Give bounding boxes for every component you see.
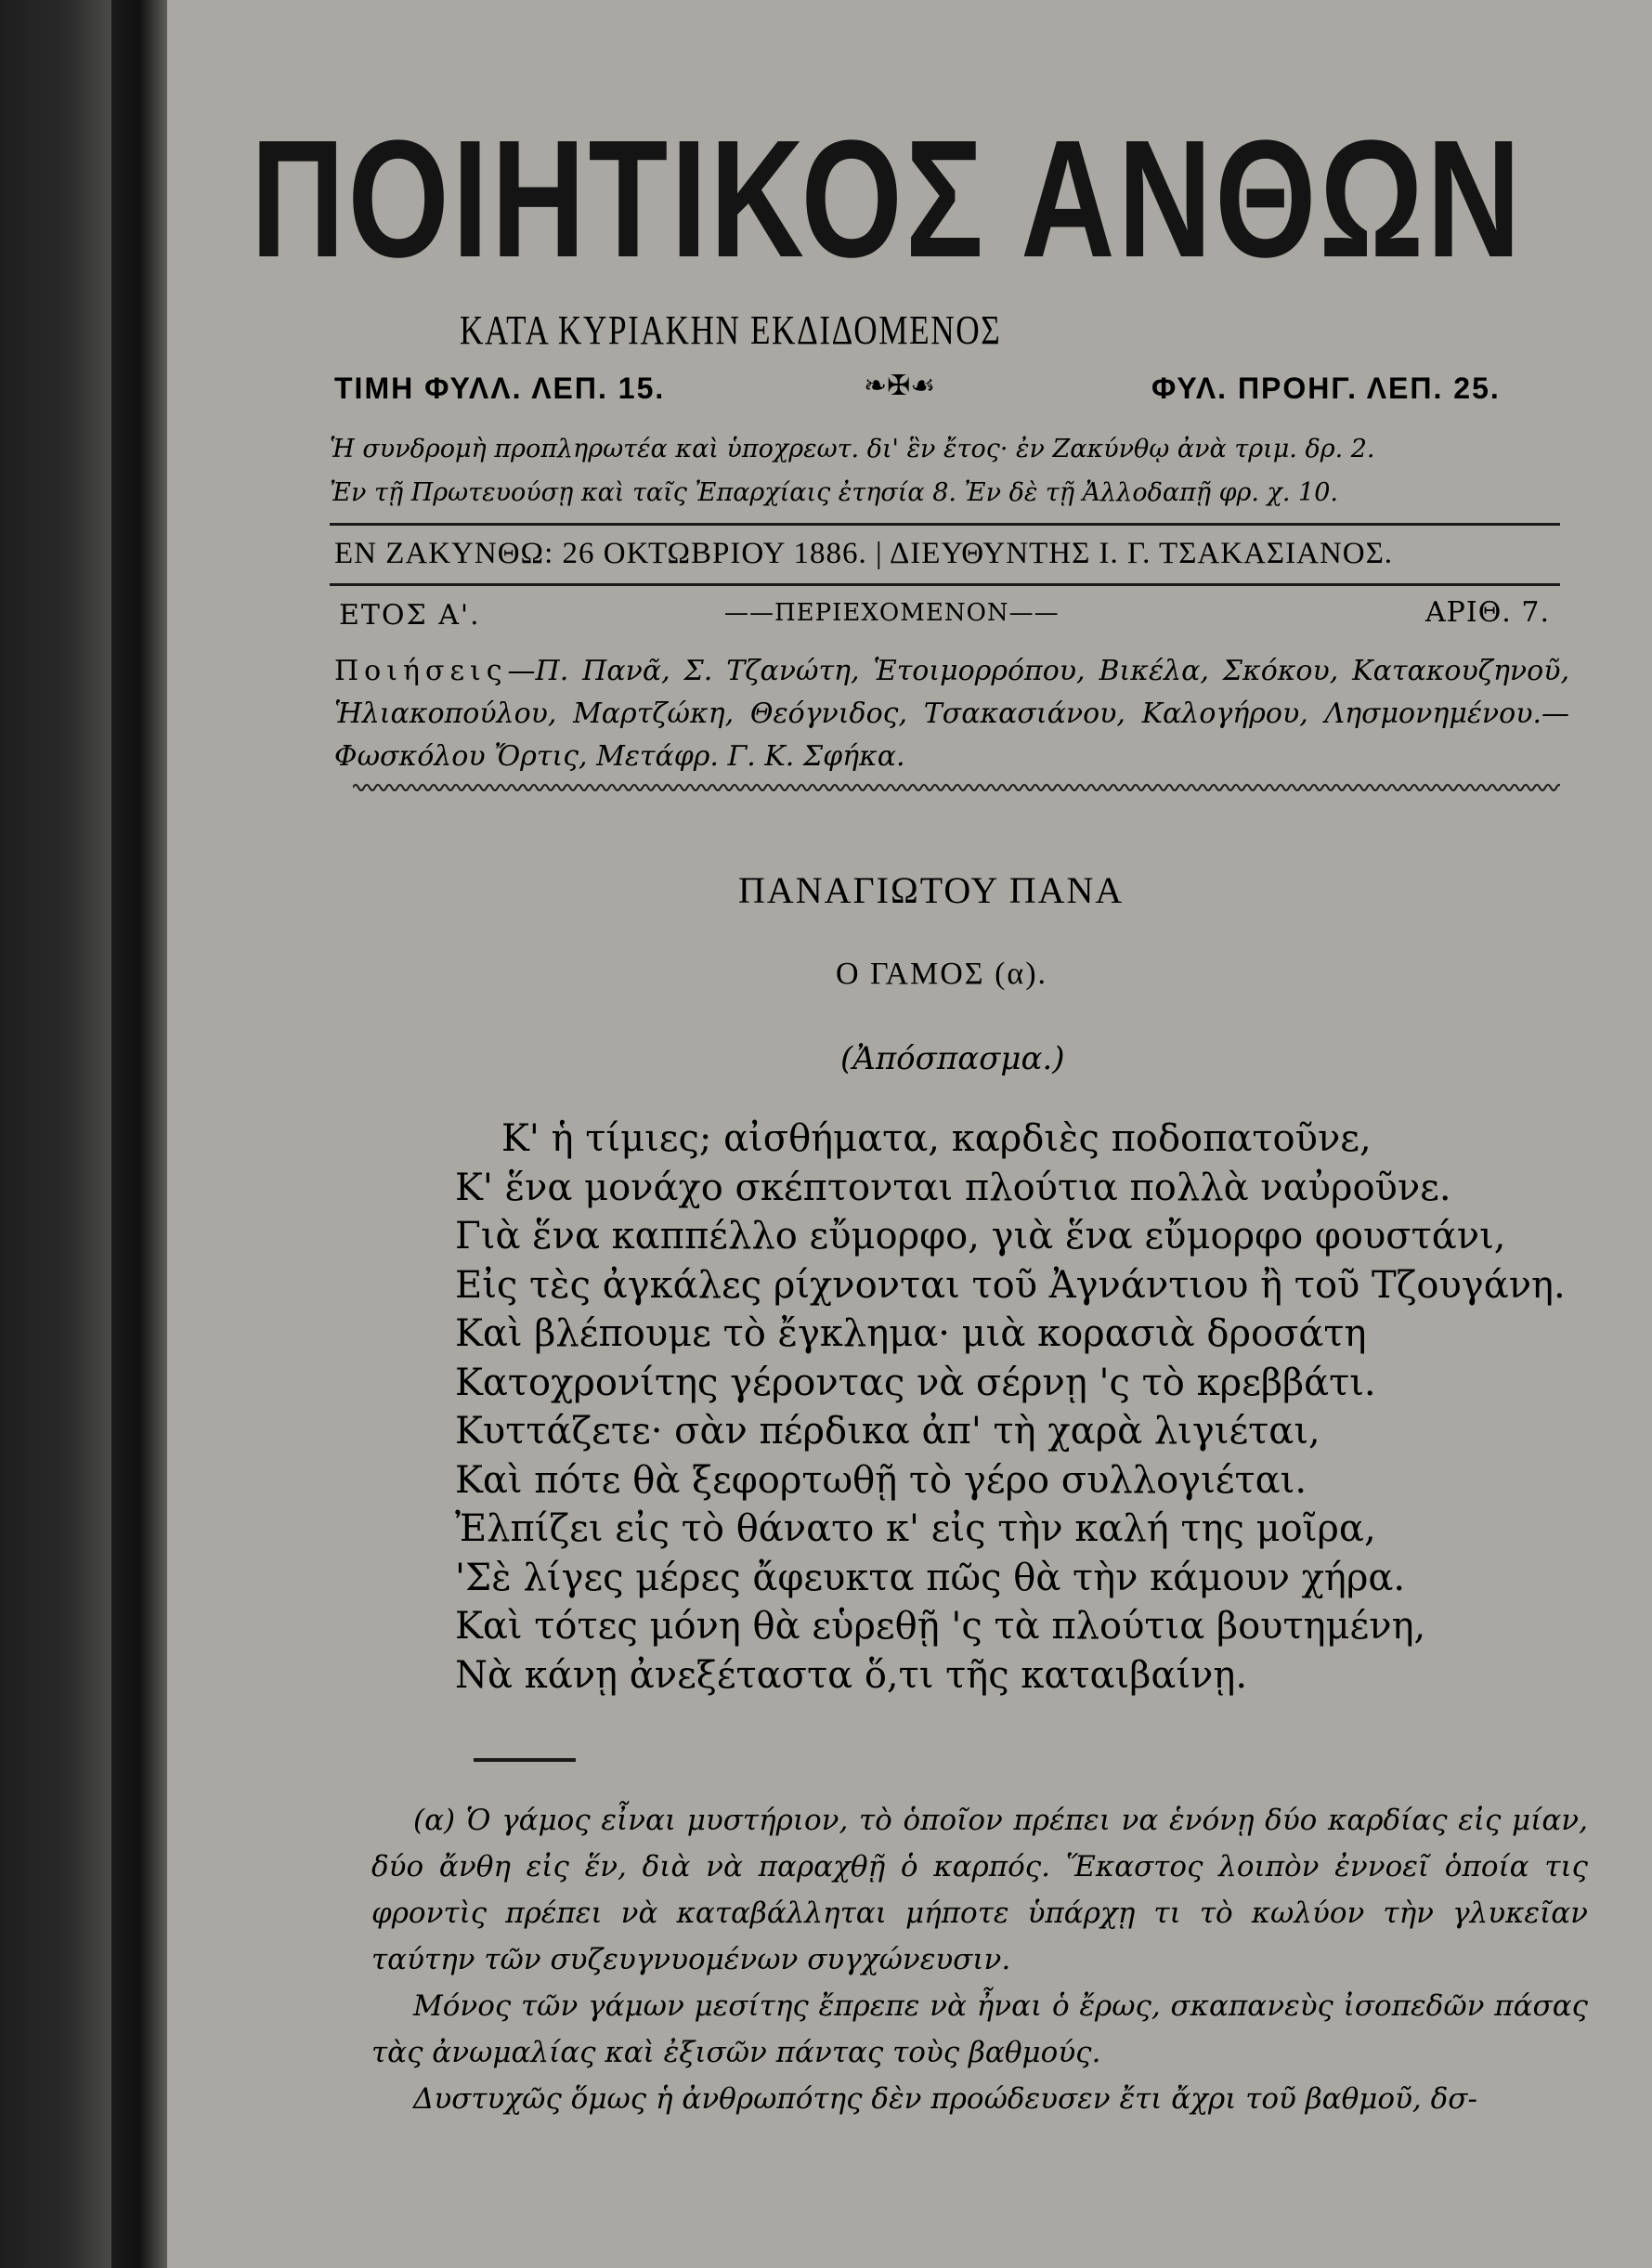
poem-title: Ο ΓΑΜΟΣ (α). xyxy=(836,957,1048,991)
section-dash xyxy=(474,1758,576,1762)
wavy-divider xyxy=(353,782,1560,793)
table-of-contents xyxy=(334,650,1569,778)
poem-line: Κυττάζετε· σὰν πέρδικα ἀπ' τὴ χαρὰ λιγιέται, xyxy=(455,1410,1320,1453)
poem-line: Καὶ βλέπουμε τὸ ἔγκλημα· μιὰ κορασιὰ δροσάτη xyxy=(455,1312,1367,1355)
subscription-terms-line-1: Ἡ συνδρομὴ προπληρωτέα καὶ ὑποχρεωτ. δι' ἓν ἔτος· ἐν Ζακύνθῳ ἀνὰ τριμ. δρ. 2. xyxy=(330,435,1375,463)
ornament-icon: ❧✠☙ xyxy=(864,370,936,402)
footnote-paragraph: Μόνος τῶν γάμων μεσίτης ἔπρεπε νὰ ἦναι ὁ ἔρως, σκαπανεὺς ἰσοπεδῶν πάσας τὰς ἀνωμαλίας καὶ ἐξισῶν πάντας τοὺς βαθμούς. xyxy=(371,1989,1588,2069)
poem-body xyxy=(455,1114,1569,1700)
dateline: ΕΝ ΖΑΚΥΝΘΩ: 26 ΟΚΤΩΒΡΙΟΥ 1886. | ΔΙΕΥΘΥΝΤΗΣ Ι. Γ. ΤΣΑΚΑΣΙΑΝΟΣ. xyxy=(334,537,1394,570)
poem-line: Νὰ κάνῃ ἀνεξέταστα ὅ,τι τῆς καταιβαίνῃ. xyxy=(455,1653,1248,1697)
poem-line: Κ' ἡ τίμιες; αἰσθήματα, καρδιὲς ποδοπατοῦνε, xyxy=(501,1117,1372,1160)
poem-line: 'Σὲ λίγες μέρες ἄφευκτα πῶς θὰ τὴν κάμουν χήρα. xyxy=(455,1556,1406,1599)
poem-line: Καὶ τότες μόνη θὰ εὑρεθῇ 'ς τὰ πλούτια βουτημένη, xyxy=(455,1605,1426,1648)
price-single-issue: ΤΙΜΗ ΦΥΛΛ. ΛΕΠ. 15. xyxy=(334,371,666,405)
poem-line: Γιὰ ἕνα καππέλλο εὔμορφο, γιὰ ἕνα εὔμορφο φουστάνι, xyxy=(455,1215,1506,1258)
footnote-paragraph: Δυστυχῶς ὅμως ἡ ἀνθρωπότης δὲν προώδευσεν ἔτι ἄχρι τοῦ βαθμοῦ, δσ- xyxy=(413,2082,1477,2116)
issue-number: ΑΡΙΘ. 7. xyxy=(1425,596,1550,629)
article-author: ΠΑΝΑΓΙΩΤΟΥ ΠΑΝΑ xyxy=(738,869,1125,911)
poem-line: Καὶ πότε θὰ ξεφορτωθῇ τὸ γέρο συλλογιέται. xyxy=(455,1458,1307,1502)
facing-page-edge xyxy=(0,0,111,2268)
contents-lead: Ποιήσεις xyxy=(334,655,508,687)
contents-text: —Π. Πανᾶ, Σ. Τζανώτη, Ἑτοιμορρόπου, Βικέλα, Σκόκου, Κατακουζηνοῦ, Ἡλιακοπούλου, Μαρτζώκη, Θεόγνιδος, Τσακασιάνου, Καλογήρου, Λησμονημένου.—Φωσκόλου Ὄρτις, Μετάφρ. Γ. Κ. Σφήκα. xyxy=(334,655,1569,773)
poem-line: Ἐλπίζει εἰς τὸ θάνατο κ' εἰς τὴν καλή της μοῖρα, xyxy=(455,1507,1376,1550)
poem-excerpt-note: (Ἀπόσπασμα.) xyxy=(840,1040,1065,1077)
poem-line: Κ' ἕνα μονάχο σκέπτονται πλούτια πολλὰ ναὐροῦνε. xyxy=(455,1166,1451,1209)
footnote xyxy=(371,1797,1588,2122)
divider-rule xyxy=(330,523,1560,526)
contents-label: ——ΠΕΡΙΕΧΟΜΕΝΟΝ—— xyxy=(724,599,1060,627)
issue-year: ΕΤΟΣ Α'. xyxy=(339,599,481,632)
book-gutter xyxy=(111,0,167,2268)
price-back-issue: ΦΥΛ. ΠΡΟΗΓ. ΛΕΠ. 25. xyxy=(1151,371,1501,405)
poem-line: Κατοχρονίτης γέροντας νὰ σέρνῃ 'ς τὸ κρεββάτι. xyxy=(455,1361,1376,1404)
subscription-terms-line-2: Ἐν τῇ Πρωτευούσῃ καὶ ταῖς Ἐπαρχίαις ἐτησία 8. Ἐν δὲ τῇ Ἀλλοδαπῇ φρ. χ. 10. xyxy=(330,478,1338,507)
masthead-title: ΠΟΙΗΤΙΚΟΣ ΑΝΘΩΝ xyxy=(251,106,1524,293)
masthead-subtitle: ΚΑΤΑ ΚΥΡΙΑΚΗΝ ΕΚΔΙΔΟΜΕΝΟΣ xyxy=(460,307,1002,353)
divider-rule xyxy=(330,583,1560,586)
poem-line: Εἰς τὲς ἀγκάλες ρίχνονται τοῦ Ἀγνάντιου ἢ τοῦ Τζουγάνη. xyxy=(455,1263,1566,1307)
footnote-paragraph: (α) Ὁ γάμος εἶναι μυστήριον, τὸ ὁποῖον πρέπει να ἑνόνῃ δύο καρδίας εἰς μίαν, δύο ἄνθη εἰς ἕν, διὰ νὰ παραχθῇ ὁ καρπός. Ἕκαστος λοιπὸν ἐννοεῖ ὁποία τις φροντὶς πρέπει νὰ καταβάλληται μήποτε ὑπάρχῃ τι τὸ κωλύον τὴν γλυκεῖαν ταύτην τῶν συζευγνυομένων συγχώνευσιν. xyxy=(371,1804,1588,1976)
